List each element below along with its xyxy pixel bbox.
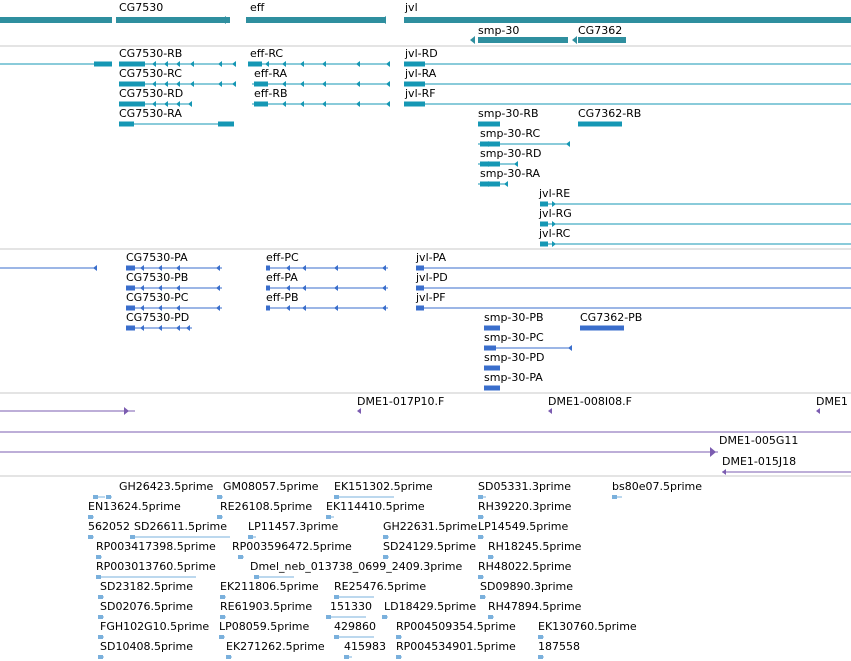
feature-label: RH48022.5prime <box>478 560 572 573</box>
est-block[interactable] <box>98 615 103 619</box>
strand-arrow <box>470 36 475 44</box>
exon-block[interactable] <box>478 122 500 127</box>
strand-arrow <box>322 61 326 67</box>
est-block[interactable] <box>254 575 259 579</box>
strand-arrow <box>124 407 129 415</box>
exon-block[interactable] <box>248 62 262 67</box>
feature-label: jvl-PD <box>416 271 448 284</box>
strand-arrow <box>300 81 304 87</box>
feature-label: CG7362-RB <box>578 107 642 120</box>
strand-arrow <box>322 81 326 87</box>
feature-label: EK151302.5prime <box>334 480 433 493</box>
feature-label: smp-30-PA <box>484 371 543 384</box>
est-block[interactable] <box>98 635 103 639</box>
strand-arrow <box>334 305 338 311</box>
strand-arrow <box>190 81 194 87</box>
exon-block[interactable] <box>126 266 135 271</box>
strand-arrow <box>232 61 236 67</box>
strand-arrow <box>334 265 338 271</box>
feature-label: LP08059.5prime <box>219 620 310 633</box>
feature-label: RP004509354.5prime <box>396 620 516 633</box>
feature-label: eff-PC <box>266 251 299 264</box>
strand-arrow <box>176 325 180 331</box>
strand-arrow <box>286 305 290 311</box>
feature-label: 415983 <box>344 640 386 653</box>
strand-arrow <box>552 241 556 247</box>
est-block[interactable] <box>88 535 93 539</box>
est-block[interactable] <box>478 515 483 519</box>
gene-block[interactable] <box>578 37 626 43</box>
strand-arrow <box>572 36 577 44</box>
exon-block[interactable] <box>578 122 622 127</box>
strand-arrow <box>322 101 326 107</box>
feature-label: smp-30-RC <box>480 127 541 140</box>
exon-block[interactable] <box>580 326 624 331</box>
feature-label: jvl-RF <box>405 87 436 100</box>
strand-arrow <box>188 101 192 107</box>
feature-label: RE61903.5prime <box>220 600 313 613</box>
est-block[interactable] <box>98 595 103 599</box>
strand-arrow <box>158 325 162 331</box>
est-block[interactable] <box>383 535 388 539</box>
feature-label: jvl-RA <box>405 67 437 80</box>
gene-block[interactable] <box>478 37 568 43</box>
strand-arrow <box>356 61 360 67</box>
feature-label: jvl-PF <box>416 291 446 304</box>
est-block[interactable] <box>396 655 401 659</box>
est-block[interactable] <box>248 535 253 539</box>
strand-arrow <box>218 81 222 87</box>
strand-arrow <box>568 345 572 351</box>
strand-arrow <box>357 408 361 414</box>
feature-label: RH18245.5prime <box>488 540 582 553</box>
exon-block[interactable] <box>484 346 496 351</box>
feature-label: eff-PB <box>266 291 299 304</box>
feature-label: CG7530-RC <box>119 67 182 80</box>
exon-block[interactable] <box>416 266 424 271</box>
feature-label: 151330 <box>330 600 372 613</box>
strand-arrow <box>302 265 306 271</box>
feature-label: CG7530 <box>119 1 164 14</box>
feature-label: FGH102G10.5prime <box>100 620 210 633</box>
est-block[interactable] <box>98 655 103 659</box>
feature-label: CG7362 <box>578 24 623 37</box>
feature-label: eff <box>250 1 265 14</box>
strand-arrow <box>93 265 97 271</box>
feature-label: RE25476.5prime <box>334 580 427 593</box>
feature-label: SD09890.3prime <box>480 580 573 593</box>
exon-block[interactable] <box>480 162 500 167</box>
feature-label: DME1-015J18 <box>722 455 797 468</box>
exon-block[interactable] <box>404 62 425 67</box>
feature-label: eff-PA <box>266 271 298 284</box>
gene-block[interactable] <box>404 17 851 23</box>
strand-arrow <box>190 61 194 67</box>
feature-label: bs80e07.5prime <box>612 480 703 493</box>
est-block[interactable] <box>538 655 543 659</box>
strand-arrow <box>386 81 390 87</box>
est-block[interactable] <box>478 575 483 579</box>
strand-arrow <box>216 305 220 311</box>
est-block[interactable] <box>334 495 339 499</box>
exon-block[interactable] <box>480 182 500 187</box>
feature-label: CG7530-PB <box>126 271 189 284</box>
est-block[interactable] <box>226 655 231 659</box>
exon-block[interactable] <box>484 386 500 391</box>
feature-label: RP004534901.5prime <box>396 640 516 653</box>
strand-arrow <box>282 101 286 107</box>
strand-arrow <box>504 181 508 187</box>
feature-label: DME1-008I08.F <box>548 395 632 408</box>
exon-block[interactable] <box>266 266 270 271</box>
est-block[interactable] <box>334 635 339 639</box>
exon-block[interactable] <box>266 286 270 291</box>
feature-label: jvl-RC <box>539 227 571 240</box>
exon-block[interactable] <box>484 366 500 371</box>
exon-block[interactable] <box>218 122 234 127</box>
feature-label: LP14549.5prime <box>478 520 569 533</box>
strand-arrow <box>218 61 222 67</box>
feature-label: EK114410.5prime <box>326 500 425 513</box>
feature-label: CG7530-RD <box>119 87 184 100</box>
exon-block[interactable] <box>416 286 424 291</box>
feature-label: EK271262.5prime <box>226 640 325 653</box>
strand-arrow <box>382 285 386 291</box>
est-block[interactable] <box>219 635 224 639</box>
feature-label: SD05331.3prime <box>478 480 571 493</box>
est-block[interactable] <box>220 595 225 599</box>
est-block[interactable] <box>96 575 101 579</box>
est-block[interactable] <box>326 615 331 619</box>
est-block[interactable] <box>488 555 493 559</box>
feature-label: jvl-RE <box>539 187 571 200</box>
feature-label: smp-30-PD <box>484 351 545 364</box>
strand-arrow <box>300 101 304 107</box>
feature-label: CG7530-RB <box>119 47 183 60</box>
est-block[interactable] <box>130 535 135 539</box>
exon-block[interactable] <box>540 202 548 207</box>
feature-label: SD24129.5prime <box>383 540 476 553</box>
exon-block[interactable] <box>404 102 425 107</box>
exon-block[interactable] <box>416 306 424 311</box>
feature-label: SD23182.5prime <box>100 580 193 593</box>
strand-arrow <box>186 325 190 331</box>
feature-label: smp-30-PB <box>484 311 544 324</box>
est-block[interactable] <box>382 615 387 619</box>
strand-arrow <box>710 447 716 457</box>
gene-block[interactable] <box>116 17 230 23</box>
strand-arrow <box>302 285 306 291</box>
exon-block[interactable] <box>119 102 145 107</box>
exon-block[interactable] <box>540 222 548 227</box>
feature-label: GM08057.5prime <box>223 480 319 493</box>
feature-label: DME1-017P10.F <box>357 395 445 408</box>
est-block[interactable] <box>326 515 331 519</box>
feature-label: CG7530-PA <box>126 251 188 264</box>
feature-label: jvl <box>405 1 418 14</box>
strand-arrow <box>382 305 386 311</box>
exon-block[interactable] <box>484 326 500 331</box>
exon-block[interactable] <box>126 326 135 331</box>
feature-label: smp-30-RD <box>480 147 542 160</box>
feature-label: CG7530-PD <box>126 311 190 324</box>
strand-arrow <box>232 81 236 87</box>
feature-label: smp-30-PC <box>484 331 544 344</box>
feature-label: RP003417398.5prime <box>96 540 216 553</box>
est-block[interactable] <box>220 615 225 619</box>
est-block[interactable] <box>612 495 617 499</box>
strand-arrow <box>140 325 144 331</box>
feature-label: GH22631.5prime <box>383 520 478 533</box>
est-block[interactable] <box>480 595 485 599</box>
strand-arrow <box>566 141 570 147</box>
feature-label: jvl-RG <box>539 207 572 220</box>
feature-label: smp-30 <box>478 24 520 37</box>
strand-arrow <box>216 285 220 291</box>
feature-label: RP003596472.5prime <box>232 540 352 553</box>
feature-label: RP003013760.5prime <box>96 560 216 573</box>
feature-label: EN13624.5prime <box>88 500 181 513</box>
feature-label: smp-30-RB <box>478 107 539 120</box>
strand-arrow <box>216 265 220 271</box>
exon-block[interactable] <box>119 82 145 87</box>
feature-label: RH47894.5prime <box>488 600 582 613</box>
feature-label: CG7362-PB <box>580 311 643 324</box>
est-block[interactable] <box>538 635 543 639</box>
feature-label: 429860 <box>334 620 376 633</box>
strand-arrow <box>816 408 820 414</box>
feature-label: SD26611.5prime <box>134 520 227 533</box>
est-block[interactable] <box>88 515 93 519</box>
exon-block[interactable] <box>254 82 268 87</box>
est-block[interactable] <box>383 555 388 559</box>
feature-label: SD10408.5prime <box>100 640 193 653</box>
est-block[interactable] <box>396 635 401 639</box>
feature-label: eff-RC <box>250 47 284 60</box>
feature-label: jvl-RD <box>405 47 438 60</box>
feature-label: LP11457.3prime <box>248 520 339 533</box>
strand-arrow <box>356 81 360 87</box>
est-block[interactable] <box>478 535 483 539</box>
feature-label: EK130760.5prime <box>538 620 637 633</box>
strand-arrow <box>302 305 306 311</box>
feature-label: Dmel_neb_013738_0699_2409.3prime <box>250 560 463 573</box>
feature-label: SD02076.5prime <box>100 600 193 613</box>
est-block[interactable] <box>217 515 222 519</box>
feature-label: 562052 <box>88 520 130 533</box>
est-block[interactable] <box>478 495 483 499</box>
feature-label: LD18429.5prime <box>384 600 477 613</box>
strand-arrow <box>386 101 390 107</box>
exon-block[interactable] <box>94 62 112 67</box>
est-block[interactable] <box>106 495 111 499</box>
exon-block[interactable] <box>404 82 425 87</box>
strand-arrow <box>548 408 552 414</box>
exon-block[interactable] <box>119 122 134 127</box>
feature-label: eff-RB <box>254 87 288 100</box>
strand-arrow <box>382 265 386 271</box>
feature-label: EK211806.5prime <box>220 580 319 593</box>
gene-block[interactable] <box>246 17 386 23</box>
feature-label: 187558 <box>538 640 580 653</box>
strand-arrow <box>334 285 338 291</box>
feature-label: DME1 <box>816 395 848 408</box>
est-block[interactable] <box>238 555 243 559</box>
exon-block[interactable] <box>266 306 270 311</box>
est-block[interactable] <box>488 615 493 619</box>
feature-label: CG7530-PC <box>126 291 189 304</box>
feature-label: RE26108.5prime <box>220 500 313 513</box>
exon-block[interactable] <box>119 62 145 67</box>
feature-label: DME1-005G11 <box>719 434 799 447</box>
est-block[interactable] <box>334 595 339 599</box>
exon-block[interactable] <box>480 142 500 147</box>
feature-label: jvl-PA <box>416 251 447 264</box>
feature-label: eff-RA <box>254 67 288 80</box>
strand-arrow <box>356 101 360 107</box>
feature-label: GH26423.5prime <box>119 480 214 493</box>
exon-block[interactable] <box>126 286 135 291</box>
gene-block[interactable] <box>0 17 112 23</box>
exon-block[interactable] <box>540 242 548 247</box>
exon-block[interactable] <box>126 306 135 311</box>
exon-block[interactable] <box>254 102 268 107</box>
est-block[interactable] <box>96 555 101 559</box>
strand-arrow <box>386 61 390 67</box>
est-block[interactable] <box>217 495 222 499</box>
feature-label: RH39220.3prime <box>478 500 572 513</box>
strand-arrow <box>722 469 726 475</box>
est-block[interactable] <box>344 655 349 659</box>
strand-arrow <box>300 61 304 67</box>
est-block[interactable] <box>93 495 98 499</box>
feature-label: smp-30-RA <box>480 167 541 180</box>
feature-label: CG7530-RA <box>119 107 182 120</box>
